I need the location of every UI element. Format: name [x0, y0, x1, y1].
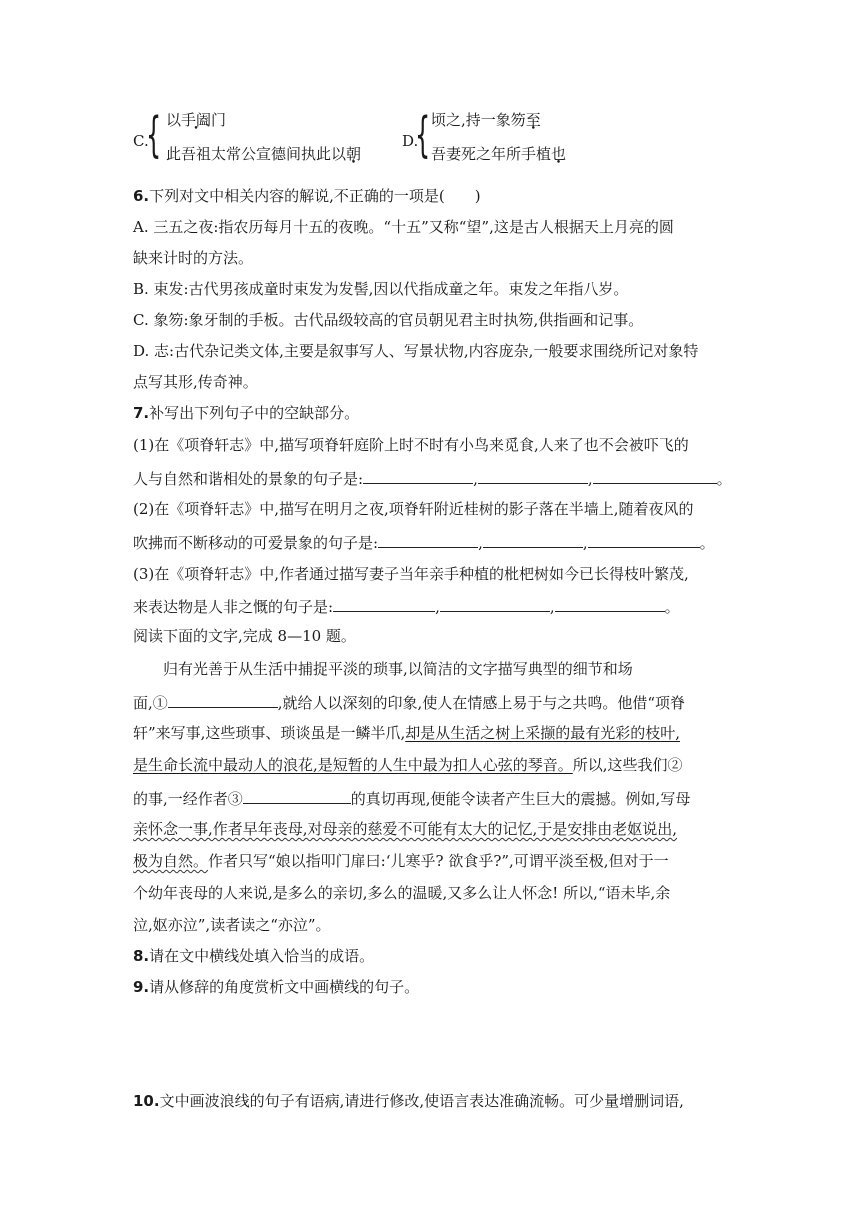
passage-line	[133, 819, 677, 839]
answer-blank[interactable]	[378, 531, 478, 548]
passage-line: 的事,一经作者③ 的真切再现,便能令读者产生巨大的震撼。例如,写母	[133, 787, 690, 809]
option-d-brace: {	[415, 107, 431, 163]
option-c-line2: 此吾祖太常公宣德间执此以朝	[166, 145, 362, 163]
q6-option-a-line1: A. 三五之夜:指农历每月十五的夜晚。“十五”又称“望”,这是古人根据天上月亮的圆	[133, 218, 674, 236]
passage-line: 是生命长流中最动人的浪花,是短暂的人生中最为扣人心弦的琴音。所以,这些我们②	[133, 756, 683, 774]
q6-option-d-line1: D. 志:古代杂记类文体,主要是叙事写人、写景状物,内容庞杂,一般要求围绕所记对象特	[133, 342, 699, 360]
option-c-label: C.	[133, 132, 149, 150]
q6-option-a-line2: 缺来计时的方法。	[133, 249, 254, 267]
q7-item2-line2: 吹拂而不断移动的可爱景象的句子是: , , 。	[133, 531, 715, 553]
q8-stem: 8.请在文中横线处填入恰当的成语。	[133, 947, 375, 965]
passage-line: 泣,妪亦泣”,读者读之“亦泣”。	[133, 916, 331, 934]
option-c-line1: 以手阖门	[166, 111, 227, 129]
passage-line: 归有光善于从生活中捕捉平淡的琐事,以简洁的文字描写典型的细节和场	[163, 660, 633, 678]
option-d-label: D.	[402, 132, 419, 150]
option-c-brace: {	[146, 107, 162, 163]
answer-blank[interactable]	[363, 467, 473, 484]
passage-line: 极为自然。作者只写“娘以指叩门扉曰:‘儿寒乎? 欲食乎?”,可谓平淡至极,但对于一	[133, 852, 669, 870]
q9-stem: 9.请从修辞的角度赏析文中画横线的句子。	[133, 978, 420, 996]
q10-stem: 10.文中画波浪线的句子有语病,请进行修改,使语言表达准确流畅。可少量增删词语,	[133, 1092, 684, 1110]
underlined-sentence: 却是从生活之树上采撷的最有光彩的枝叶,	[405, 724, 680, 742]
q6-option-d-line2: 点写其形,传奇神。	[133, 373, 258, 391]
answer-blank-3[interactable]	[243, 787, 351, 804]
q6-option-b: B. 束发:古代男孩成童时束发为发髻,因以代指成童之年。束发之年指八岁。	[133, 280, 629, 298]
option-d-line1: 顷之,持一象笏至	[431, 111, 541, 129]
answer-blank[interactable]	[555, 595, 665, 612]
answer-blank[interactable]	[478, 467, 588, 484]
option-d-line2: 吾妻死之年所手植也	[431, 145, 567, 163]
q7-item3-line2: 来表达物是人非之慨的句子是: , , 。	[133, 595, 680, 617]
answer-blank[interactable]	[333, 595, 435, 612]
reading-intro: 阅读下面的文字,完成 8—10 题。	[133, 627, 356, 645]
passage-line: 轩”来写事,这些琐事、琐谈虽是一鳞半爪,却是从生活之树上采撷的最有光彩的枝叶,	[133, 724, 680, 742]
passage-line: 面,① ,就给人以深刻的印象,使人在情感上易于与之共鸣。他借“项脊	[133, 691, 685, 713]
answer-blank[interactable]	[440, 595, 550, 612]
q6-option-c: C. 象笏:象牙制的手板。古代品级较高的官员朝见君主时执笏,供指画和记事。	[133, 311, 644, 329]
answer-blank[interactable]	[593, 467, 717, 484]
underlined-sentence: 是生命长流中最动人的浪花,是短暂的人生中最为扣人心弦的琴音。	[133, 756, 573, 774]
q7-stem: 7.补写出下列句子中的空缺部分。	[133, 404, 360, 422]
wavy-sentence: 亲怀念一事,作者早年丧母,对母亲的慈爱不可能有太大的记忆,于是安排由老妪说出,	[133, 820, 678, 838]
q7-item1-line1: (1)在《项脊轩志》中,描写项脊轩庭阶上时不时有小鸟来觅食,人来了也不会被吓飞的	[133, 436, 689, 454]
answer-blank[interactable]	[483, 531, 583, 548]
passage-line: 个幼年丧母的人来说,是多么的亲切,多么的温暖,又多么让人怀念! 所以,“语未毕,余	[133, 884, 671, 902]
q7-item3-line1: (3)在《项脊轩志》中,作者通过描写妻子当年亲手种植的枇杷树如今已长得枝叶繁茂,	[133, 565, 689, 583]
q7-item2-line1: (2)在《项脊轩志》中,描写在明月之夜,项脊轩附近桂树的影子落在半墙上,随着夜风的	[133, 500, 694, 518]
answer-blank[interactable]	[588, 531, 700, 548]
q7-item1-line2: 人与自然和谐相处的景象的句子是: , , 。	[133, 467, 732, 489]
wavy-sentence: 极为自然。	[133, 852, 209, 870]
q6-stem: 6.下列对文中相关内容的解说,不正确的一项是( )	[133, 187, 481, 205]
answer-blank-1[interactable]	[168, 691, 278, 708]
